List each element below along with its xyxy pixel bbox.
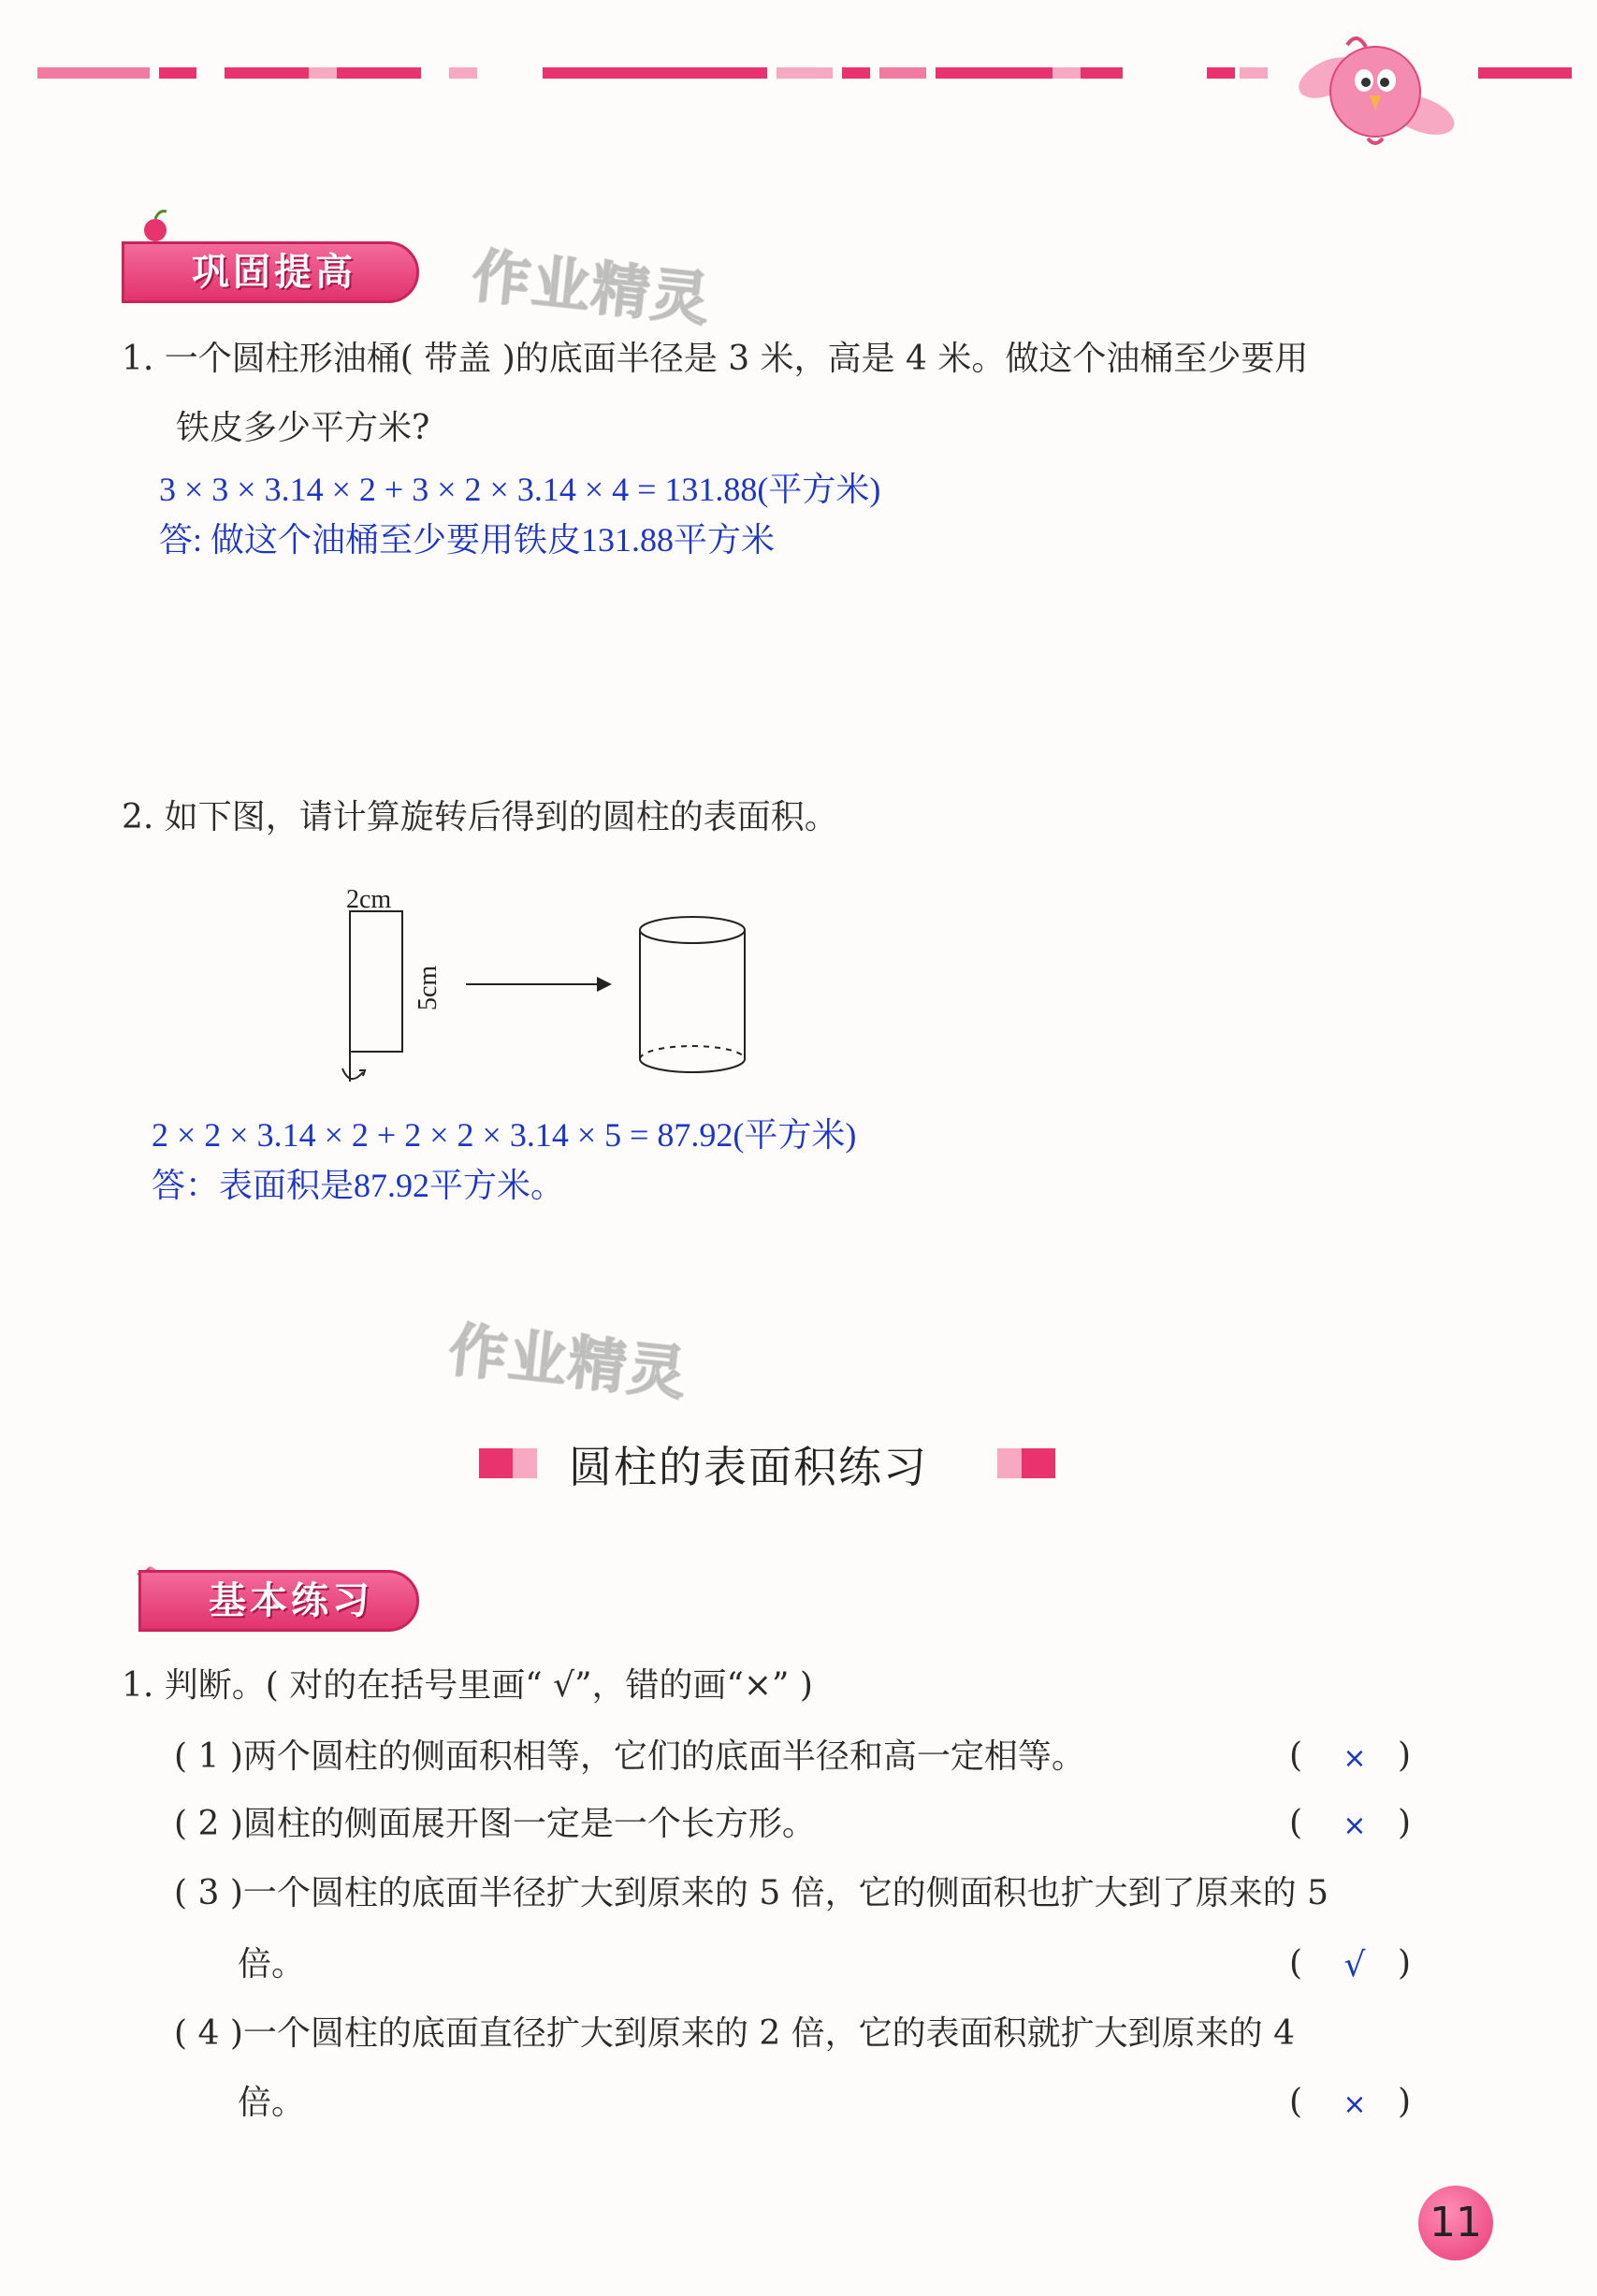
judge-item-4-cont: 倍。 <box>238 2084 306 2122</box>
page-number: 11 <box>1418 2186 1493 2260</box>
cylinder-bottom-front <box>640 1059 745 1072</box>
section-badge-consolidate <box>122 241 419 303</box>
watermark: 作业精灵 <box>469 240 715 335</box>
answer-mark-1: × <box>1343 1742 1367 1775</box>
answer-paren-4: ( <box>1289 2083 1303 2121</box>
q1-answer-formula: 3 × 3 × 3.14 × 2 + 3 × 2 × 3.14 × 4 = 131.88(平方米) <box>159 471 881 508</box>
q2-answer-formula: 2 × 2 × 3.14 × 2 + 2 × 2 × 3.14 × 5 = 87.92(平方米) <box>152 1116 857 1154</box>
question-2-line1: 2. 如下图，请计算旋转后得到的圆柱的表面积。 <box>122 798 838 836</box>
answer-paren-2-close: ) <box>1398 1804 1412 1842</box>
title-square-right <box>997 1448 1055 1478</box>
answer-paren-4-close: ) <box>1398 2083 1412 2121</box>
answer-mark-4: × <box>1343 2088 1367 2121</box>
badge-label: 基本练习 <box>209 1579 373 1622</box>
section-badge-basic <box>138 1570 419 1632</box>
cylinder-bottom-back <box>640 1046 745 1059</box>
judge-item-1: ( 1 )两个圆柱的侧面积相等，它们的底面半径和高一定相等。 <box>174 1737 1085 1776</box>
section-title: 圆柱的表面积练习 <box>569 1442 928 1492</box>
rotation-figure <box>309 879 795 1104</box>
answer-paren-3-close: ) <box>1398 1944 1412 1983</box>
judge-item-4: ( 4 )一个圆柱的底面直径扩大到原来的 2 倍，它的表面积就扩大到原来的 4 <box>174 2014 1296 2053</box>
judge-item-2: ( 2 )圆柱的侧面展开图一定是一个长方形。 <box>174 1805 816 1843</box>
height-label: 5cm <box>414 965 443 1010</box>
answer-paren-1-close: ) <box>1398 1737 1412 1775</box>
answer-mark-2: × <box>1343 1809 1367 1842</box>
answer-mark-3: √ <box>1343 1946 1366 1984</box>
bird-mascot-icon <box>1291 26 1459 157</box>
answer-paren-3: ( <box>1289 1944 1303 1983</box>
q2-answer-text: 答：表面积是87.92平方米。 <box>152 1167 565 1204</box>
judge-item-3: ( 3 )一个圆柱的底面半径扩大到原来的 5 倍，它的侧面积也扩大到了原来的 5 <box>174 1874 1329 1912</box>
judge-title: 1. 判断。( 对的在括号里画“ √”，错的画“×” ) <box>122 1666 813 1705</box>
cylinder-top <box>640 917 745 943</box>
answer-paren-1: ( <box>1289 1737 1303 1775</box>
question-1-line1: 1. 一个圆柱形油桶( 带盖 )的底面半径是 3 米，高是 4 米。做这个油桶至少要用 <box>122 340 1309 378</box>
answer-paren-2: ( <box>1289 1804 1303 1842</box>
rectangle-shape <box>350 911 402 1052</box>
judge-item-3-cont: 倍。 <box>238 1945 306 1984</box>
title-square-left <box>479 1448 537 1478</box>
arrow-head-icon <box>597 977 612 992</box>
watermark: 作业精灵 <box>445 1315 691 1409</box>
question-1-line2: 铁皮多少平方米? <box>176 409 430 447</box>
width-label: 2cm <box>346 885 392 914</box>
badge-label: 巩固提高 <box>192 251 356 294</box>
q1-answer-text: 答: 做这个油桶至少要用铁皮131.88平方米 <box>159 521 776 559</box>
